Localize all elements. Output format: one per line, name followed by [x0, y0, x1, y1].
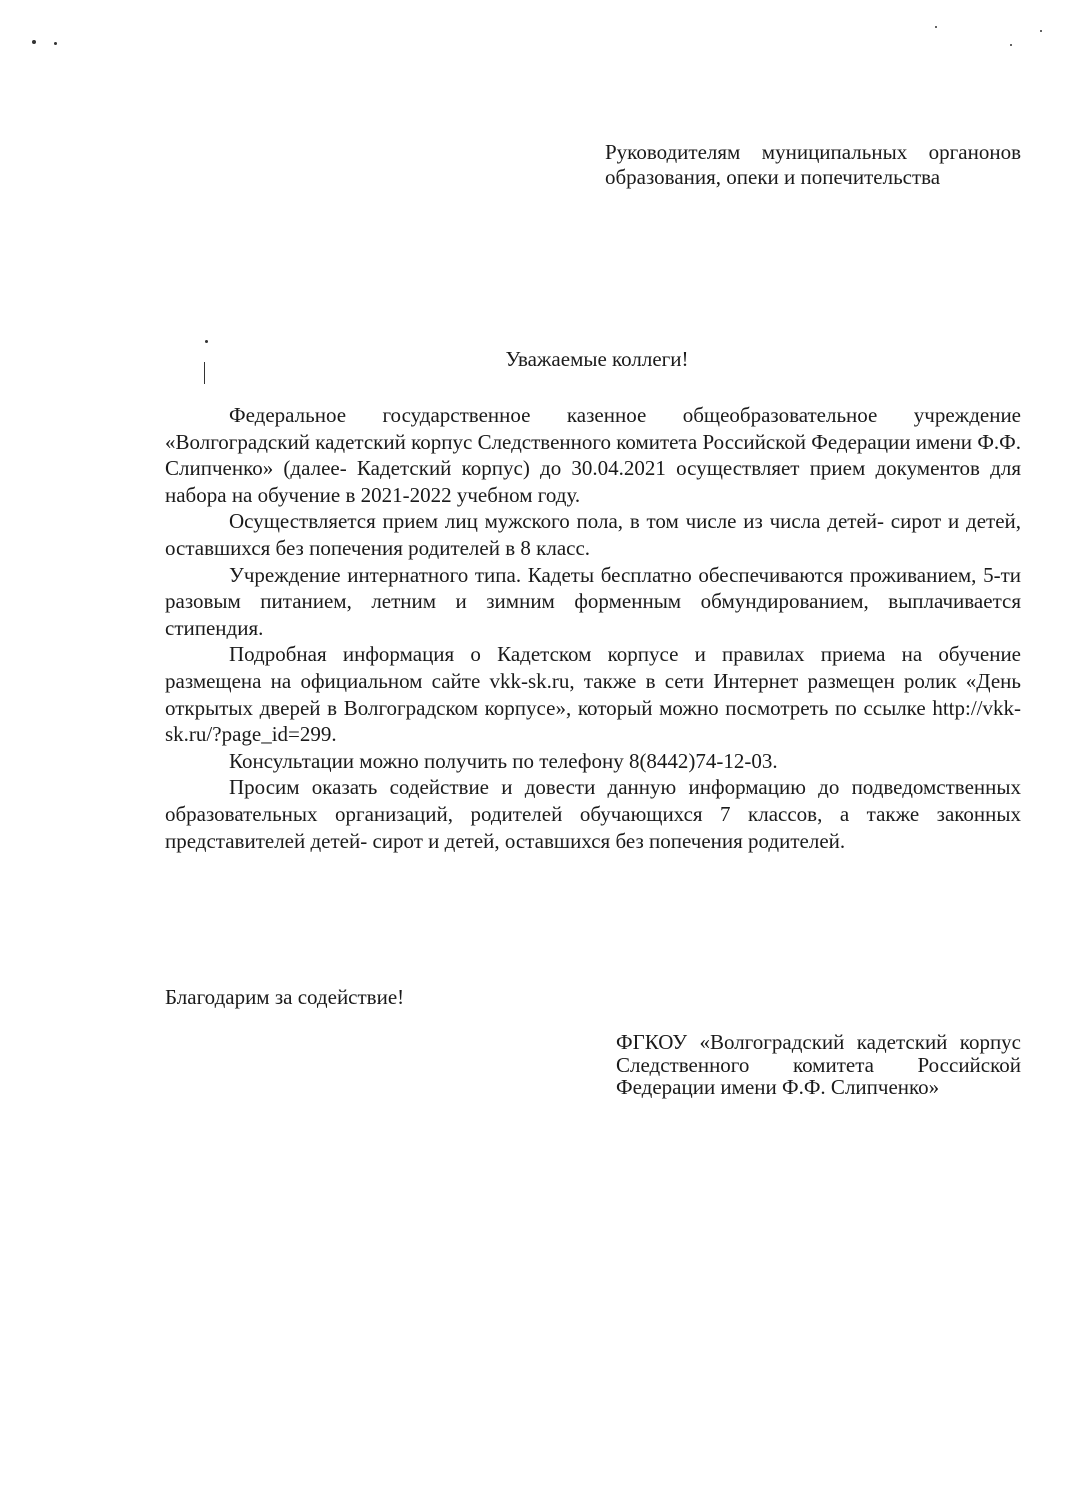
letter-body [165, 402, 1021, 854]
signature-block: ФГКОУ «Волгоградский кадетский корпус Следственного комитета Российской Федерации имени Ф.Ф. Слипченко» [616, 1030, 1021, 1099]
scan-speck [1040, 30, 1042, 32]
scan-speck [204, 362, 205, 384]
closing-line: Благодарим за содействие! [165, 985, 405, 1009]
greeting [0, 346, 1076, 372]
paragraph-institution: Федеральное государственное казенное общеобразовательное учреждение «Волгоградский кадетский корпус Следственного комитета Российской Федерации имени Ф.Ф. Слипченко» (далее- Кадетский корпус) до 30.04.2021 осуществляет прием документов для набора на обучение в 2021-2022 учебном году. [165, 403, 1021, 507]
paragraph-admission: Осуществляется прием лиц мужского пола, в том числе из числа детей- сирот и детей, оставшихся без попечения родителей в 8 класс. [165, 509, 1021, 560]
scan-speck [935, 26, 937, 28]
paragraph-request: Просим оказать содействие и довести данную информацию до подведомственных образовательных организаций, родителей обучающихся 7 классов, а также законных представителей детей- сирот и детей, оставшихся без попечения родителей. [165, 775, 1021, 853]
scan-speck [54, 42, 57, 45]
scan-speck [1010, 44, 1012, 46]
greeting-text: Уважаемые коллеги! [505, 347, 689, 371]
scan-bleed-through [165, 1090, 1021, 1490]
addressee-block: Руководителям муниципальных органонов образования, опеки и попечительства [605, 140, 1021, 189]
paragraph-website: Подробная информация о Кадетском корпусе и правилах приема на обучение размещена на официальном сайте vkk-sk.ru, также в сети Интернет размещен ролик «День открытых дверей в Волгоградском корпусе», который можно посмотреть по ссылке http://vkk-sk.ru/?page_id=299. [165, 642, 1021, 747]
paragraph-phone: Консультации можно получить по телефону 8(8442)74-12-03. [229, 748, 778, 773]
scan-speck [32, 40, 36, 44]
scan-speck [205, 340, 208, 343]
paragraph-boarding: Учреждение интернатного типа. Кадеты бесплатно обеспечиваются проживанием, 5-ти разовым питанием, летним и зимним форменным обмундированием, выплачивается стипендия. [165, 562, 1021, 640]
